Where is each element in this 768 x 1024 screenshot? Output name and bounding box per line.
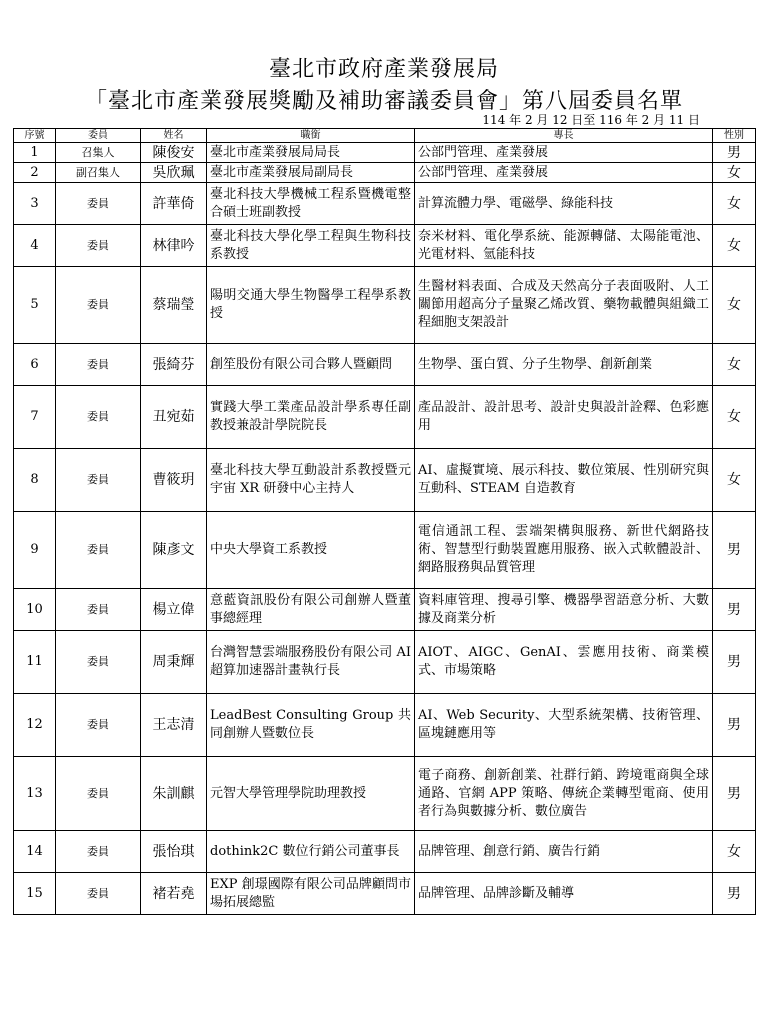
table-row bbox=[14, 344, 756, 386]
member-expertise: AI、Web Security、大型系統架構、技術管理、區塊鏈應用等 bbox=[415, 694, 713, 757]
member-gender: 男 bbox=[713, 873, 756, 915]
table-row bbox=[14, 449, 756, 512]
row-number: 14 bbox=[14, 831, 56, 873]
member-title: 陽明交通大學生物醫學工程學系教授 bbox=[207, 267, 415, 344]
member-role: 委員 bbox=[56, 873, 141, 915]
member-name: 許華倚 bbox=[141, 183, 207, 225]
member-expertise: AI、虛擬實境、展示科技、數位策展、性別研究與互動科、STEAM 自造教育 bbox=[415, 449, 713, 512]
member-gender: 女 bbox=[713, 163, 756, 183]
member-title: 元智大學管理學院助理教授 bbox=[207, 757, 415, 831]
member-title: EXP 創璟國際有限公司品牌顧問市場拓展總監 bbox=[207, 873, 415, 915]
member-expertise: AIOT、AIGC、GenAI、雲應用技術、商業模式、市場策略 bbox=[415, 631, 713, 694]
member-title: 意藍資訊股份有限公司創辦人暨董事總經理 bbox=[207, 589, 415, 631]
column-header-gender: 性別 bbox=[713, 129, 756, 143]
member-expertise: 電子商務、創新創業、社群行銷、跨境電商與全球通路、官網 APP 策略、傳統企業轉型電商、使用者行為與數據分析、數位廣告 bbox=[415, 757, 713, 831]
member-gender: 男 bbox=[713, 589, 756, 631]
member-name: 褚若堯 bbox=[141, 873, 207, 915]
member-name: 王志清 bbox=[141, 694, 207, 757]
row-number: 2 bbox=[14, 163, 56, 183]
row-number: 1 bbox=[14, 143, 56, 163]
table-row bbox=[14, 757, 756, 831]
member-role: 委員 bbox=[56, 631, 141, 694]
member-role: 召集人 bbox=[56, 143, 141, 163]
member-role: 委員 bbox=[56, 694, 141, 757]
member-role: 委員 bbox=[56, 225, 141, 267]
table-row bbox=[14, 183, 756, 225]
row-number: 15 bbox=[14, 873, 56, 915]
member-role: 委員 bbox=[56, 344, 141, 386]
member-title: 臺北科技大學化學工程與生物科技系教授 bbox=[207, 225, 415, 267]
member-name: 張怡琪 bbox=[141, 831, 207, 873]
member-title: 創笙股份有限公司合夥人暨顧問 bbox=[207, 344, 415, 386]
table-row bbox=[14, 694, 756, 757]
column-header-role: 委員 bbox=[56, 129, 141, 143]
member-name: 吳欣珮 bbox=[141, 163, 207, 183]
document-org-title: 臺北市政府產業發展局 bbox=[268, 57, 499, 82]
row-number: 5 bbox=[14, 267, 56, 344]
member-title: 臺北市產業發展局副局長 bbox=[207, 163, 415, 183]
member-expertise: 計算流體力學、電磁學、綠能科技 bbox=[415, 183, 713, 225]
member-expertise: 公部門管理、產業發展 bbox=[415, 143, 713, 163]
member-role: 委員 bbox=[56, 449, 141, 512]
member-expertise: 品牌管理、品牌診斷及輔導 bbox=[415, 873, 713, 915]
column-header-no: 序號 bbox=[14, 129, 56, 143]
row-number: 9 bbox=[14, 512, 56, 589]
member-name: 陳俊安 bbox=[141, 143, 207, 163]
member-role: 委員 bbox=[56, 183, 141, 225]
member-gender: 女 bbox=[713, 183, 756, 225]
member-title: dothink2C 數位行銷公司董事長 bbox=[207, 831, 415, 873]
member-expertise: 品牌管理、創意行銷、廣告行銷 bbox=[415, 831, 713, 873]
member-gender: 男 bbox=[713, 143, 756, 163]
row-number: 7 bbox=[14, 386, 56, 449]
member-title: 中央大學資工系教授 bbox=[207, 512, 415, 589]
member-name: 丑宛茹 bbox=[141, 386, 207, 449]
row-number: 11 bbox=[14, 631, 56, 694]
member-name: 張綺芬 bbox=[141, 344, 207, 386]
member-expertise: 生物學、蛋白質、分子生物學、創新創業 bbox=[415, 344, 713, 386]
member-gender: 女 bbox=[713, 225, 756, 267]
member-gender: 女 bbox=[713, 831, 756, 873]
member-title: 臺北市產業發展局局長 bbox=[207, 143, 415, 163]
column-header-expertise: 專長 bbox=[415, 129, 713, 143]
committee-table bbox=[13, 128, 756, 915]
member-gender: 男 bbox=[713, 694, 756, 757]
member-expertise: 電信通訊工程、雲端架構與服務、新世代網路技術、智慧型行動裝置應用服務、嵌入式軟體設計、網路服務與品質管理 bbox=[415, 512, 713, 589]
table-row bbox=[14, 589, 756, 631]
member-role: 委員 bbox=[56, 831, 141, 873]
member-name: 楊立偉 bbox=[141, 589, 207, 631]
member-role: 委員 bbox=[56, 589, 141, 631]
member-title: 臺北科技大學機械工程系暨機電整合碩士班副教授 bbox=[207, 183, 415, 225]
table-row bbox=[14, 143, 756, 163]
member-gender: 女 bbox=[713, 386, 756, 449]
row-number: 4 bbox=[14, 225, 56, 267]
table-row bbox=[14, 267, 756, 344]
member-role: 委員 bbox=[56, 386, 141, 449]
member-gender: 女 bbox=[713, 344, 756, 386]
row-number: 12 bbox=[14, 694, 56, 757]
member-name: 陳彥文 bbox=[141, 512, 207, 589]
member-title: 臺北科技大學互動設計系教授暨元宇宙 XR 研發中心主持人 bbox=[207, 449, 415, 512]
member-name: 曹筱玥 bbox=[141, 449, 207, 512]
column-header-name: 姓名 bbox=[141, 129, 207, 143]
member-role: 副召集人 bbox=[56, 163, 141, 183]
member-name: 蔡瑞瑩 bbox=[141, 267, 207, 344]
table-row bbox=[14, 163, 756, 183]
member-gender: 男 bbox=[713, 512, 756, 589]
table-row bbox=[14, 225, 756, 267]
table-row bbox=[14, 831, 756, 873]
member-expertise: 公部門管理、產業發展 bbox=[415, 163, 713, 183]
term-period: 114 年 2 月 12 日至 116 年 2 月 11 日 bbox=[482, 113, 700, 127]
table-header-row bbox=[14, 129, 756, 143]
row-number: 6 bbox=[14, 344, 56, 386]
table-row bbox=[14, 386, 756, 449]
member-name: 周秉輝 bbox=[141, 631, 207, 694]
member-expertise: 產品設計、設計思考、設計史與設計詮釋、色彩應用 bbox=[415, 386, 713, 449]
member-name: 林律吟 bbox=[141, 225, 207, 267]
table-row bbox=[14, 873, 756, 915]
document-main-title: 「臺北市產業發展獎勵及補助審議委員會」第八屆委員名單 bbox=[84, 89, 683, 114]
member-gender: 男 bbox=[713, 757, 756, 831]
member-expertise: 奈米材料、電化學系統、能源轉儲、太陽能電池、光電材料、氫能科技 bbox=[415, 225, 713, 267]
member-title: 台灣智慧雲端服務股份有限公司 AI 超算加速器計畫執行長 bbox=[207, 631, 415, 694]
member-expertise: 生醫材料表面、合成及天然高分子表面吸附、人工關節用超高分子量聚乙烯改質、藥物載體與組織工程細胞支架設計 bbox=[415, 267, 713, 344]
table-row bbox=[14, 631, 756, 694]
row-number: 13 bbox=[14, 757, 56, 831]
member-gender: 女 bbox=[713, 449, 756, 512]
table-row bbox=[14, 512, 756, 589]
member-role: 委員 bbox=[56, 267, 141, 344]
member-title: 實踐大學工業產品設計學系專任副教授兼設計學院院長 bbox=[207, 386, 415, 449]
member-name: 朱訓麒 bbox=[141, 757, 207, 831]
row-number: 8 bbox=[14, 449, 56, 512]
member-role: 委員 bbox=[56, 512, 141, 589]
member-role: 委員 bbox=[56, 757, 141, 831]
member-title: LeadBest Consulting Group 共同創辦人暨數位長 bbox=[207, 694, 415, 757]
column-header-title: 職銜 bbox=[207, 129, 415, 143]
row-number: 10 bbox=[14, 589, 56, 631]
member-expertise: 資料庫管理、搜尋引擎、機器學習語意分析、大數據及商業分析 bbox=[415, 589, 713, 631]
member-gender: 女 bbox=[713, 267, 756, 344]
member-gender: 男 bbox=[713, 631, 756, 694]
row-number: 3 bbox=[14, 183, 56, 225]
